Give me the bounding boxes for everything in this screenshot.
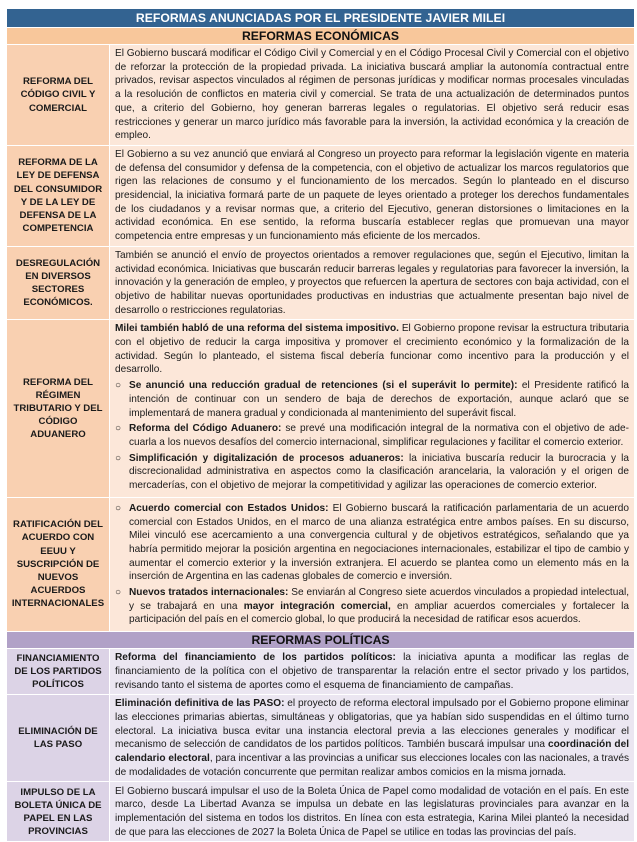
row-text bbox=[110, 695, 635, 782]
reforms-table bbox=[6, 8, 635, 842]
row-text: El Gobierno buscará impulsar el uso de la Boleta Única de Papel como modalidad de votación en el país. En este marco, desde La Libertad Avanza se impulsa un debate en las legislaturas provinciales para avanzar en la implementación del sistema en todos los distritos. En línea con esta estrategia, Karina Milei planteó la necesidad de que para las elecciones de 2027 la Boleta Única de Papel se utilice en todas las provincias del país. bbox=[110, 782, 635, 842]
table-row bbox=[7, 320, 635, 497]
bullet-text-tail: en ampliar acuerdos comerciales y fortalecer la participación del país en el comercio global, lo que producirá la necesidad de ratificar esos acuerdos. bbox=[129, 600, 630, 626]
section-header-political: REFORMAS POLÍTICAS bbox=[7, 632, 635, 649]
row-bold: Reforma del financiamiento de los partidos políticos: bbox=[115, 652, 396, 664]
row-body-tail: , para incentivar a las provincias a unificar sus elecciones locales con las nacionales, a través de modalidades de votación concurrente que permitan realizar ambos comicios en la misma jornada. bbox=[115, 753, 630, 778]
row-body: la iniciativa apunta a modificar las reglas de financiamiento de la política con el objetivo de transparentar la relación entre el sector privado y los partidos, revisando tanto el sistema de aportes como el esquema de financiamiento de campañas. bbox=[115, 652, 630, 691]
bullet-text: se prevé una modificación integral de la normativa con el objetivo de ade-cuarla a los nuevos desafíos del comercio internacional, simplificar regulaciones y facilitar el comercio exterior. bbox=[129, 423, 630, 448]
intro-bold: Milei también habló de una reforma del sistema impositivo. bbox=[115, 323, 399, 335]
bullet-item bbox=[115, 502, 629, 584]
intro-text: El Gobierno propone revisar la estructura tributaria con el objetivo de reducir la carga impositiva y promover el crecimiento económico y la formalización de la actividad. Según lo planteado, el sistema fiscal debería funcionar como incentivo para la producción y el desarrollo. bbox=[115, 323, 630, 376]
row-bold: Eliminación definitiva de las PASO: bbox=[115, 698, 285, 710]
row-text bbox=[110, 649, 635, 695]
row-text bbox=[110, 320, 635, 497]
bullet-bold: Se anunció una reducción gradual de retenciones (si el superávit lo permite): bbox=[129, 380, 518, 392]
row-text: El Gobierno a su vez anunció que enviará al Congreso un proyecto para reformar la legislación vigente en materia de defensa del consumidor y defensa de la competencia, con el objetivo de actualizar los marcos regulatorios que rigen las relaciones de consumo y el funcionamiento de los mercados. Según lo planteado en el discurso presidencial, la iniciativa formará parte de un paquete de leyes orientado a proteger los derechos fundamentales de los ciudadanos y a revisar normas que, a criterio del Ejecutivo, generan distorsiones o limitaciones en la actividad económica. En ese sentido, la reforma buscaría establecer reglas que promuevan una mayor competencia entre empresas y un funcionamiento más eficiente de los mercados. bbox=[110, 145, 635, 246]
bullet-item bbox=[115, 422, 629, 449]
bullet-item bbox=[115, 379, 629, 420]
table-title: REFORMAS ANUNCIADAS POR EL PRESIDENTE JAVIER MILEI bbox=[7, 9, 635, 28]
table-row bbox=[7, 145, 635, 246]
table-row bbox=[7, 246, 635, 320]
bullet-circle-icon: ○ bbox=[115, 452, 122, 464]
bullet-text: el Presidente ratificó la intención de continuar con un sendero de baja de derechos de exportación, aunque aclaró que se implementará de manera gradual y condicionada al mantenimiento del superávit fiscal. bbox=[129, 380, 630, 419]
row-text bbox=[110, 497, 635, 631]
row-label: REFORMA DEL CÓDIGO CIVIL Y COMERCIAL bbox=[7, 45, 110, 146]
table-row bbox=[7, 782, 635, 842]
bullet-circle-icon: ○ bbox=[115, 587, 122, 599]
row-label: REFORMA DE LA LEY DE DEFENSA DEL CONSUMIDOR Y DE LA LEY DE DEFENSA DE LA COMPETENCIA bbox=[7, 145, 110, 246]
bullet-item bbox=[115, 586, 629, 627]
row-label: ELIMINACIÓN DE LAS PASO bbox=[7, 695, 110, 782]
bullet-text: la iniciativa buscaría reducir la burocracia y la discrecionalidad administrativa en aspectos como la clasificación arancelaria, la valoración y el origen de mercaderías, con el objetivo de mejorar la competitividad y agilizar las operaciones de comercio exterior. bbox=[129, 452, 630, 492]
bullet-bold: Acuerdo comercial con Estados Unidos: bbox=[129, 502, 329, 514]
row-bold-inline: coordinación del calendario electoral bbox=[115, 739, 629, 765]
table-row bbox=[7, 695, 635, 782]
bullet-circle-icon: ○ bbox=[115, 380, 122, 392]
row-label: DESREGULACIÓN EN DIVERSOS SECTORES ECONÓMICOS. bbox=[7, 246, 110, 320]
bullet-item bbox=[115, 452, 629, 493]
bullet-text: Se enviarán al Congreso siete acuerdos vinculados a propiedad intelectual, y se trabajará en una bbox=[129, 587, 630, 612]
table-row bbox=[7, 497, 635, 631]
bullet-bold: Simplificación y digitalización de procesos aduaneros: bbox=[129, 452, 404, 464]
row-text: El Gobierno buscará modificar el Código Civil y Comercial y en el Código Procesal Civil y Comercial con el objetivo de reforzar la protección de la propiedad privada. La iniciativa buscará ampliar la autonomía contractual entre privados, revisar aspectos vinculados al régimen de personas jurídicas y modificar normas procesales vinculadas a la resolución de conflictos en materia civil y comercial. Se trata de una actualización de determinados puntos que, a criterio del Gobierno, hoy generan barreras legales o regulatorias. El objetivo será reducir esas restricciones y generar un marco jurídico más favorable para la inversión, la actividad económica y la creación de empleo. bbox=[110, 45, 635, 146]
row-label: IMPULSO DE LA BOLETA ÚNICA DE PAPEL EN LAS PROVINCIAS bbox=[7, 782, 110, 842]
row-label: REFORMA DEL RÉGIMEN TRIBUTARIO Y DEL CÓDIGO ADUANERO bbox=[7, 320, 110, 497]
row-body: el proyecto de reforma electoral impulsado por el Gobierno propone eliminar las elecciones primarias abiertas, simultáneas y obligatorias, que ya habían sido suspendidas en el último turno electoral. La iniciativa busca evitar una instancia electoral previa a las elecciones generales y modificar el mecanismo de selección de candidatos de los partidos políticos. También buscará impulsar una bbox=[115, 698, 630, 751]
row-label: FINANCIAMIENTO DE LOS PARTIDOS POLÍTICOS bbox=[7, 649, 110, 695]
section-header-economic: REFORMAS ECONÓMICAS bbox=[7, 28, 635, 45]
bullet-circle-icon: ○ bbox=[115, 502, 122, 514]
bullet-bold-inline: mayor integración comercial, bbox=[243, 600, 391, 612]
bullet-bold: Reforma del Código Aduanero: bbox=[129, 423, 282, 435]
table-row bbox=[7, 649, 635, 695]
row-text: También se anunció el envío de proyectos orientados a remover regulaciones que, según el Ejecutivo, limitan la actividad económica. Iniciativas que buscarán reducir barreras legales y regulatorias para favorecer la inversión, la innovación y la generación de empleo, y proyectos que refuercen la apertura de sectores con baja actividad, con el objetivo de habilitar nuevas oportunidades productivas en industrias que actualmente presentan bajo nivel de desarrollo o restricciones regulatorias. bbox=[110, 246, 635, 320]
bullet-text: El Gobierno buscará la ratificación parlamentaria de un acuerdo comercial con Estados Unidos, en el marco de una alianza estratégica entre ambos países. En su discurso, Milei vinculó ese acercamiento a una convergencia cultural y de objetivos estratégicos, señalando que ya habría permitido mejorar la posición argentina en negociaciones internacionales, estabilizar el tipo de cambio y aumentar el comercio exterior y la inversión extranjera. El acuerdo se plantea como un elemento más en la inserción de Argentina en las cadenas globales de comercio e inversión. bbox=[129, 502, 630, 583]
bullet-bold: Nuevos tratados internacionales: bbox=[129, 587, 289, 599]
intro-paragraph bbox=[115, 322, 629, 377]
table-row bbox=[7, 45, 635, 146]
bullet-circle-icon: ○ bbox=[115, 423, 122, 435]
row-label: RATIFICACIÓN DEL ACUERDO CON EEUU Y SUSCRIPCIÓN DE NUEVOS ACUERDOS INTERNACIONALES bbox=[7, 497, 110, 631]
